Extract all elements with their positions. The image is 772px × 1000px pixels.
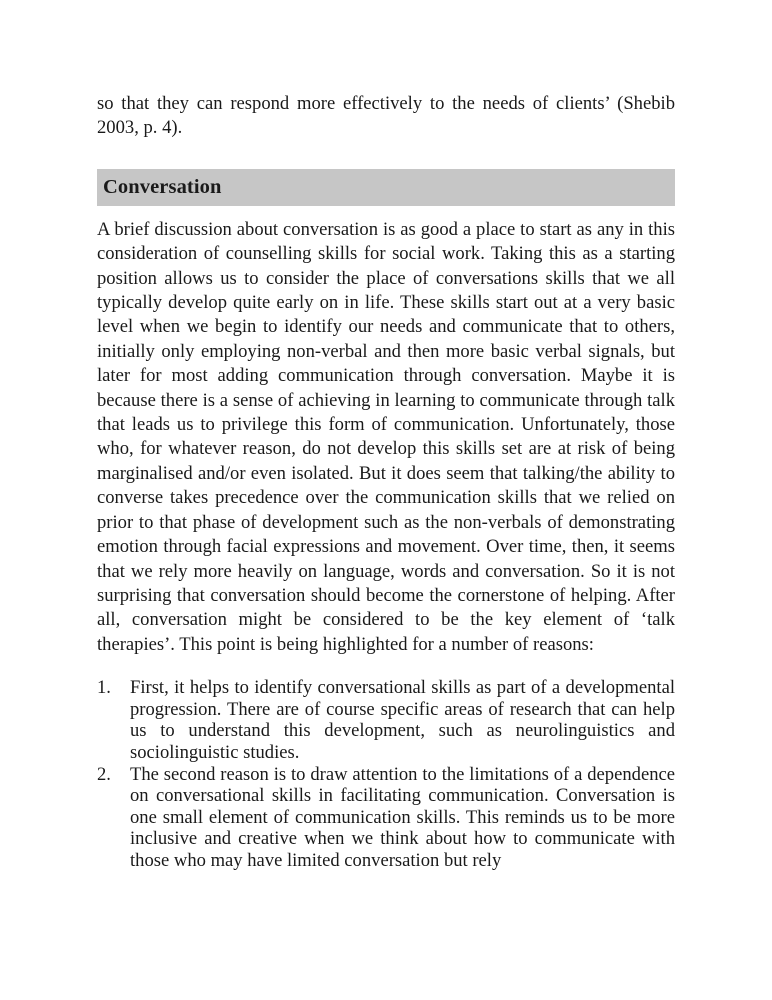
document-page: [97, 92, 675, 871]
body-paragraph: A brief discussion about conversation is as good a place to start as any in this consideration of counselling skills for social work. Taking this as a starting position allows us to consider the place of conversations skills that we all typically develop quite early on in life. These skills start out at a very basic level when we begin to identify our needs and communicate that to others, initially only employing non-verbal and then more basic verbal signals, but later for most adding communication through conversation. Maybe it is because there is a sense of achieving in learning to communicate through talk that leads us to privilege this form of communication. Unfortunately, those who, for whatever reason, do not develop this skills set are at risk of being marginalised and/or even isolated. But it does seem that talking/the ability to converse takes precedence over the communication skills that we relied on prior to that phase of development such as the non-verbals of demonstrating emotion through facial expressions and movement. Over time, then, it seems that we rely more heavily on language, words and conversation. So it is not surprising that conversation should become the cornerstone of helping. After all, conversation might be considered to be the key element of ‘talk therapies’. This point is being highlighted for a number of reasons:: [97, 218, 675, 655]
section-heading-bar: [97, 169, 675, 206]
numbered-list: [97, 677, 675, 871]
list-item-text: First, it helps to identify conversational skills as part of a developmental progression. There are of course specific areas of research that can help us to understand this development, such as neurolinguistics and sociolinguistic studies.: [130, 677, 675, 763]
intro-paragraph: so that they can respond more effectively to the needs of clients’ (Shebib 2003, p. 4).: [97, 93, 675, 139]
list-item-number: 1.: [97, 677, 111, 699]
list-item: [97, 764, 675, 872]
list-item-text: The second reason is to draw attention to the limitations of a dependence on conversational skills in facilitating communication. Conversation is one small element of communication skills. This reminds us to be more inclusive and creative when we think about how to communicate with those who may have limited conversation but rely: [130, 763, 675, 871]
list-item: [97, 677, 675, 763]
section-heading: Conversation: [103, 176, 222, 199]
list-item-number: 2.: [97, 763, 111, 785]
